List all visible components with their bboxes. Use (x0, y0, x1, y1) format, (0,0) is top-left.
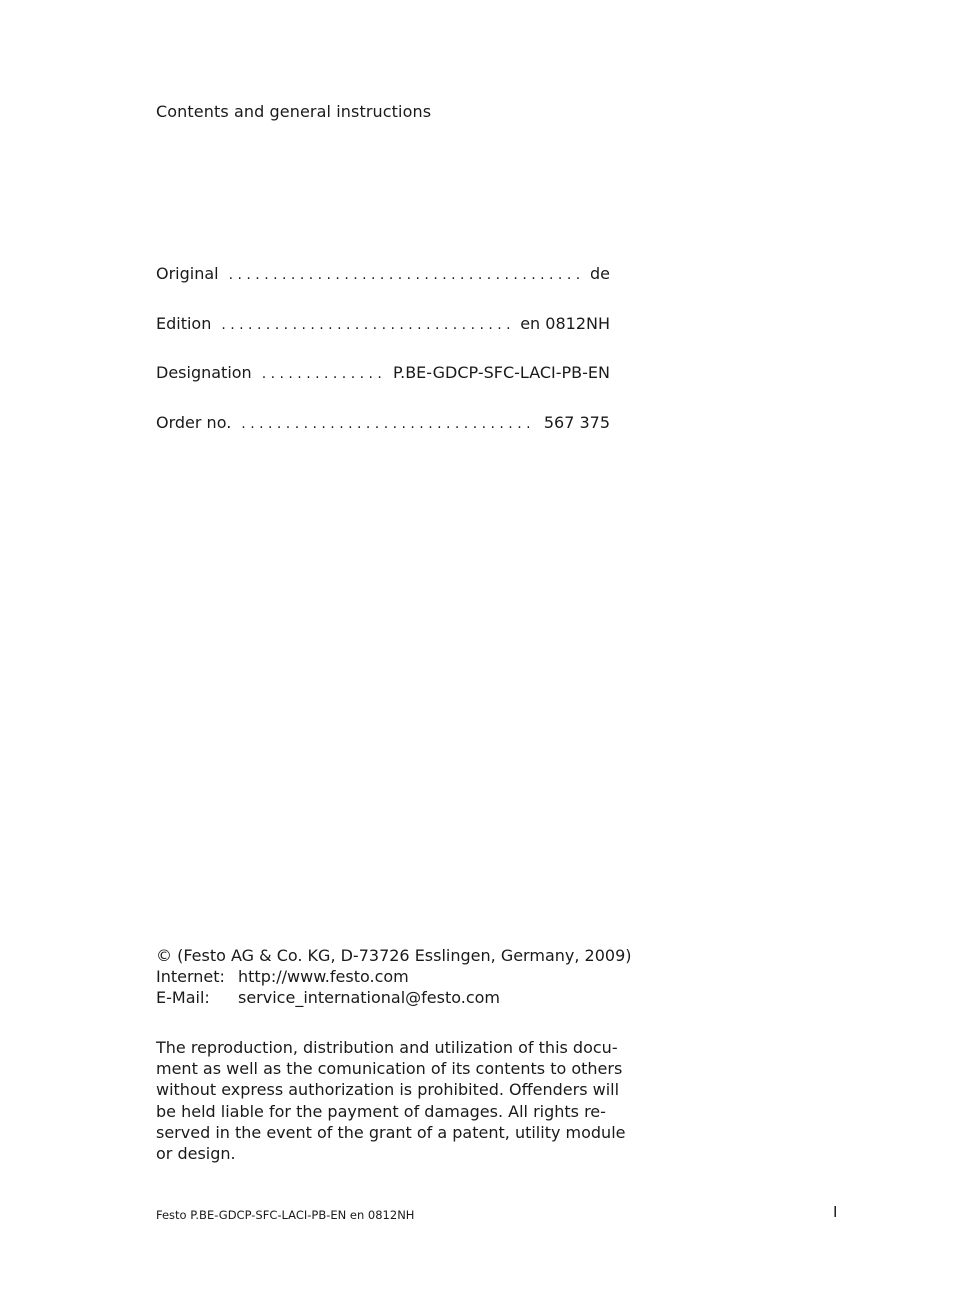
info-value: P.BE-GDCP-SFC-LACI-PB-EN (392, 363, 610, 382)
legal-line: ment as well as the comunication of its contents to others (156, 1059, 623, 1079)
info-label: Original (156, 264, 219, 283)
document-info-list (156, 264, 610, 435)
info-label: Order no. (156, 412, 232, 432)
dot-leader (221, 317, 512, 333)
info-row-original (156, 264, 610, 286)
dot-leader (229, 267, 582, 283)
legal-line: The reproduction, distribution and utilization of this docu- (156, 1038, 618, 1057)
email-line (156, 987, 631, 1008)
page-number: I (833, 1204, 838, 1221)
legal-notice (156, 1037, 626, 1164)
info-row-designation (156, 363, 610, 385)
page-footer: Festo P.BE-GDCP-SFC-LACI-PB-EN en 0812NH (156, 1208, 415, 1222)
legal-line: be held liable for the payment of damages. All rights re- (156, 1101, 606, 1121)
internet-link[interactable]: http://www.festo.com (238, 967, 409, 986)
copyright-line: © (Festo AG & Co. KG, D-73726 Esslingen, Germany, 2009) (156, 946, 632, 965)
internet-label: Internet: (156, 967, 225, 986)
email-label: E-Mail: (156, 988, 210, 1007)
internet-line (156, 966, 631, 987)
legal-line: or design. (156, 1144, 236, 1164)
info-value: en 0812NH (520, 313, 610, 333)
info-value: 567 375 (543, 412, 610, 432)
dot-leader (241, 416, 536, 432)
legal-line: served in the event of the grant of a patent, utility module (156, 1122, 626, 1142)
info-label: Edition (156, 313, 212, 333)
page-title: Contents and general instructions (156, 102, 432, 121)
info-value: de (590, 264, 610, 283)
email-link[interactable]: service_international@festo.com (238, 988, 501, 1007)
info-label: Designation (156, 363, 252, 382)
contact-block (156, 945, 631, 1008)
info-row-order-no (156, 413, 610, 435)
legal-line: without express authorization is prohibited. Offenders will (156, 1080, 620, 1100)
dot-leader (262, 366, 385, 382)
info-row-edition (156, 314, 610, 336)
